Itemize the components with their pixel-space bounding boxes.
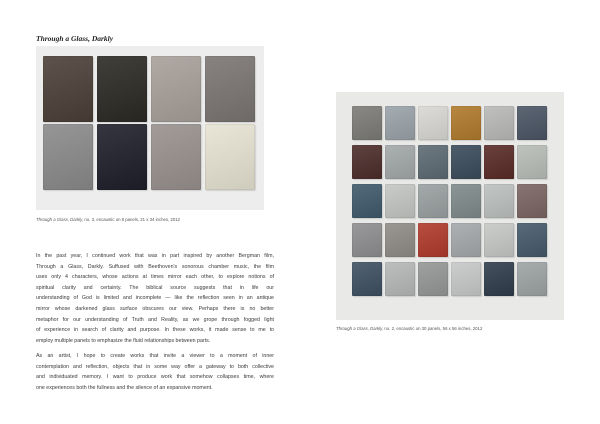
encaustic-panel	[385, 145, 415, 179]
encaustic-panel	[352, 184, 382, 218]
encaustic-panel	[97, 124, 147, 190]
encaustic-panel	[385, 106, 415, 140]
paragraph-line: As an artist, I hope to create works that invite a viewer to a moment of inner	[36, 353, 274, 359]
encaustic-panel	[151, 124, 201, 190]
artwork-caption-no3	[36, 217, 180, 222]
encaustic-panel	[517, 184, 547, 218]
encaustic-panel	[484, 184, 514, 218]
caption-details: no. 3, encaustic on 8 panels, 21 x 34 inches, 2012	[83, 217, 180, 222]
paragraph-line: contemplation and reflection, objects that in some way offer a gateway to both collective	[36, 363, 274, 370]
encaustic-panel	[418, 106, 448, 140]
panel-grid-30	[352, 106, 547, 296]
encaustic-panel	[517, 106, 547, 140]
paragraph-line: metaphor for our understanding of Truth and Reality, as we grope through fogged light	[36, 316, 274, 323]
encaustic-panel	[451, 184, 481, 218]
paragraph-line: mirror whose darkened glass surface obscures our view. Perhaps there is no better	[36, 305, 274, 312]
paragraph-line: In the past year, I continued work that was in part inspired by another Bergman film,	[36, 253, 274, 259]
artwork-caption-no2	[336, 326, 482, 331]
encaustic-panel	[97, 56, 147, 122]
paragraph-line: Through a Glass, Darkly. Suffused with Beethoven's sonorous chamber music, the film	[36, 263, 274, 270]
encaustic-panel	[451, 223, 481, 257]
encaustic-panel	[352, 262, 382, 296]
encaustic-panel	[385, 184, 415, 218]
artwork-photo-no3	[36, 46, 264, 210]
encaustic-panel	[517, 262, 547, 296]
encaustic-panel	[484, 262, 514, 296]
artwork-photo-no2	[336, 92, 564, 320]
paragraph-line: of experience in search of clarity and purpose. In these works, it made sense to me to	[36, 327, 274, 334]
encaustic-panel	[418, 262, 448, 296]
encaustic-panel	[385, 223, 415, 257]
paragraph-line: understanding of God is limited and incomplete — like the reflection seen in an antique	[36, 295, 274, 302]
encaustic-panel	[451, 106, 481, 140]
encaustic-panel	[517, 223, 547, 257]
encaustic-panel	[451, 262, 481, 296]
encaustic-panel	[451, 145, 481, 179]
encaustic-panel	[352, 106, 382, 140]
encaustic-panel	[43, 124, 93, 190]
encaustic-panel	[43, 56, 93, 122]
paragraph-line: spiritual clarity and certainty. The biblical source suggests that in life our	[36, 284, 274, 291]
encaustic-panel	[484, 145, 514, 179]
encaustic-panel	[352, 223, 382, 257]
caption-title: Through a Glass, Darkly,	[36, 217, 84, 222]
panel-grid-8	[43, 56, 255, 190]
encaustic-panel	[151, 56, 201, 122]
encaustic-panel	[352, 145, 382, 179]
paragraph-line: uses only 4 characters, whose actions at times mirror each other, to explore notions of	[36, 274, 274, 281]
page-title: Through a Glass, Darkly	[36, 34, 114, 43]
encaustic-panel	[484, 223, 514, 257]
encaustic-panel	[418, 223, 448, 257]
caption-details: no. 2, encaustic on 30 panels, 56 x 56 inches, 2012	[383, 326, 483, 331]
caption-title: Through a Glass, Darkly,	[336, 326, 384, 331]
encaustic-panel	[418, 184, 448, 218]
encaustic-panel	[205, 124, 255, 190]
statement-paragraph-1	[36, 251, 274, 346]
statement-paragraph-2	[36, 351, 274, 393]
paragraph-line: employ multiple panels to emphasize the fluid relationships between parts.	[36, 337, 211, 344]
encaustic-panel	[418, 145, 448, 179]
encaustic-panel	[205, 56, 255, 122]
encaustic-panel	[484, 106, 514, 140]
paragraph-line: and individuated memory. I want to produce work that somehow collapses time, where	[36, 374, 274, 381]
encaustic-panel	[517, 145, 547, 179]
paragraph-line: one experiences both the fullness and the silence of an expansive moment.	[36, 384, 213, 391]
encaustic-panel	[385, 262, 415, 296]
